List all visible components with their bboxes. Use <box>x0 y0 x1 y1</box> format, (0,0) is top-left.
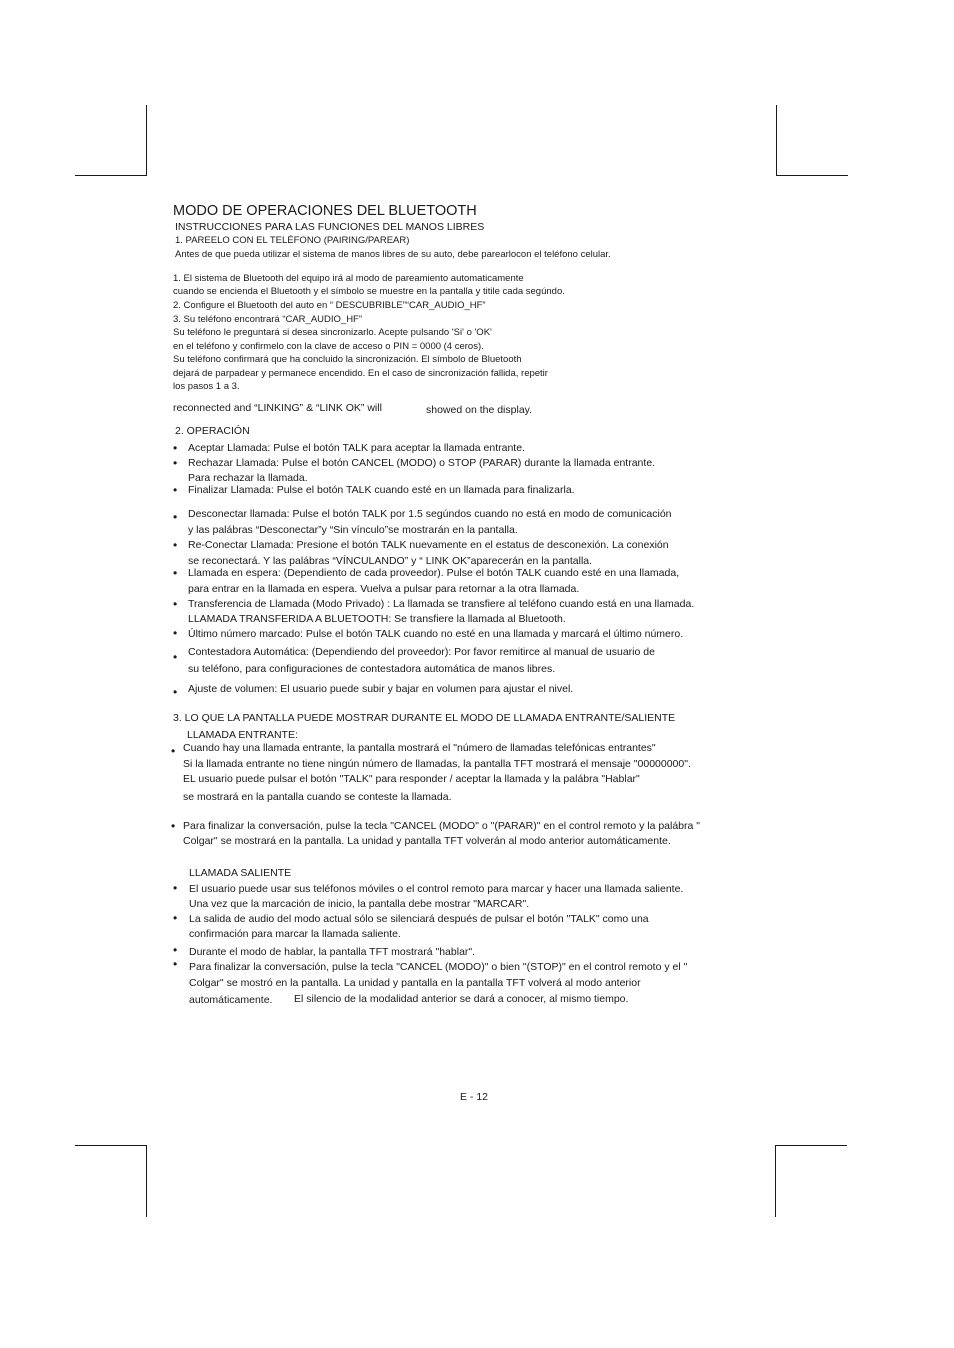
bullet-icon: • <box>173 626 178 640</box>
subtitle: INSTRUCCIONES PARA LAS FUNCIONES DEL MANOS LIBRES <box>175 221 485 233</box>
pairing-intro: Antes de que pueda utilizar el sistema de manos libres de su auto, debe parearlocon el teléfono celular. <box>175 249 611 260</box>
outgoing-line: La salida de audio del modo actual sólo se silenciará después de pulsar el botón "TALK" como una <box>189 913 649 925</box>
outgoing-line: confirmación para marcar la llamada saliente. <box>189 928 401 940</box>
incoming-heading: LLAMADA ENTRANTE: <box>187 729 298 741</box>
pairing-line: en el teléfono y confirmelo con la clave de acceso o PIN = 0000 (4 ceros). <box>173 341 484 352</box>
bullet-icon: • <box>173 538 178 552</box>
operation-line: Último número marcado: Pulse el botón TALK cuando no esté en una llamada y marcará el último número. <box>188 628 684 640</box>
crop-mark-bottom-right-vertical <box>775 1145 776 1217</box>
operation-line: Rechazar Llamada: Pulse el botón CANCEL (MODO) o STOP (PARAR) durante la llamada entrante. <box>188 457 656 469</box>
operation-line: Ajuste de volumen: El usuario puede subir y bajar en volumen para ajustar el nivel. <box>188 683 574 695</box>
crop-mark-top-right-horizontal <box>776 175 848 176</box>
operation-line: Contestadora Automática: (Dependiendo del proveedor): Por favor remitirce al manual de usuario de <box>188 646 655 658</box>
operation-line: y las palábras “Desconectar”y “Sin vínculo”se mostrarán en la pantalla. <box>188 524 518 536</box>
bullet-icon: • <box>171 819 176 833</box>
operation-line: Desconectar llamada: Pulse el botón TALK por 1.5 segúndos cuando no está en modo de comunicación <box>188 508 672 520</box>
pairing-line: Su teléfono confirmará que ha concluido la sincronización. El símbolo de Bluetooth <box>173 354 522 365</box>
pairing-line: dejará de parpadear y permanece encendido. En el caso de sincronización fallida, repetir <box>173 368 548 379</box>
crop-mark-top-right-vertical <box>776 105 777 176</box>
outgoing-line: Para finalizar la conversación, pulse la tecla "CANCEL (MODO)" o bien "(STOP)" en el control remoto y el " <box>189 961 688 973</box>
crop-mark-top-left-vertical <box>146 105 147 176</box>
incoming-line: EL usuario puede pulsar el botón "TALK" para responder / aceptar la llamada y la palábra "Hablar" <box>183 773 640 785</box>
outgoing-line: Colgar" se mostró en la pantalla. La unidad y pantalla en la pantalla TFT volverá al modo anterior <box>189 977 641 989</box>
crop-mark-bottom-left-horizontal <box>75 1145 147 1146</box>
incoming-line: Para finalizar la conversación, pulse la tecla "CANCEL (MODO" o "(PARAR)" en el control remoto y la palábra " <box>183 820 701 832</box>
bullet-icon: • <box>173 456 178 470</box>
crop-mark-top-left-horizontal <box>75 175 147 176</box>
page-number: E - 12 <box>460 1091 489 1103</box>
operation-heading: 2. OPERACIÓN <box>175 425 250 437</box>
pairing-heading: 1. PAREELO CON EL TELÉFONO (PAIRING/PAREAR) <box>175 235 410 246</box>
operation-line: se reconectará. Y las palábras “VÍNCULANDO” y “ LINK OK”aparecerán en la pantalla. <box>188 555 593 567</box>
operation-line: Llamada en espera: (Dependiento de cada proveedor). Pulse el botón TALK cuando esté en una llamada, <box>188 567 680 579</box>
pairing-line: 3. Su teléfono encontrará “CAR_AUDIO_HF” <box>173 314 363 325</box>
bullet-icon: • <box>173 510 178 524</box>
outgoing-line: automáticamente. <box>189 994 273 1006</box>
crop-mark-bottom-right-horizontal <box>775 1145 847 1146</box>
operation-line: su teléfono, para configuraciones de contestadora automática de manos libres. <box>188 663 556 675</box>
operation-line: Re-Conectar Llamada: Presione el botón TALK nuevamente en el estatus de desconexión. La conexión <box>188 539 669 551</box>
bullet-icon: • <box>171 744 176 758</box>
incoming-line: Cuando hay una llamada entrante, la pantalla mostrará el "número de llamadas telefónicas entrantes" <box>183 742 656 754</box>
bullet-icon: • <box>173 881 178 895</box>
operation-line: para entrar en la llamada en espera. Vuelva a pulsar para retornar a la otra llamada. <box>188 583 580 595</box>
operation-line: Transferencia de Llamada (Modo Privado) : La llamada se transfiere al teléfono cuando está en una llamada. <box>188 598 695 610</box>
bullet-icon: • <box>173 957 178 971</box>
bullet-icon: • <box>173 911 178 925</box>
incoming-line: Si la llamada entrante no tiene ningún número de llamadas, la pantalla TFT mostrará el mensaje "00000000". <box>183 758 691 770</box>
outgoing-line: El silencio de la modalidad anterior se dará a conocer, al mismo tiempo. <box>294 993 629 1005</box>
bullet-icon: • <box>173 943 178 957</box>
bullet-icon: • <box>173 483 178 497</box>
bullet-icon: • <box>173 685 178 699</box>
bullet-icon: • <box>173 650 178 664</box>
reconnect-text-b: showed on the display. <box>426 404 533 416</box>
operation-line: Para rechazar la llamada. <box>188 472 308 484</box>
pairing-line: Su teléfono le preguntará si desea sincronizarlo. Acepte pulsando 'Si' o 'OK' <box>173 327 492 338</box>
outgoing-line: Una vez que la marcación de inicio, la pantalla debe mostrar "MARCAR". <box>189 898 530 910</box>
display-heading: 3. LO QUE LA PANTALLA PUEDE MOSTRAR DURANTE EL MODO DE LLAMADA ENTRANTE/SALIENTE <box>173 712 676 724</box>
bullet-icon: • <box>173 597 178 611</box>
outgoing-line: Durante el modo de hablar, la pantalla TFT mostrará "hablar". <box>189 946 476 958</box>
operation-line: Aceptar Llamada: Pulse el botón TALK para aceptar la llamada entrante. <box>188 442 525 454</box>
operation-line: LLAMADA TRANSFERIDA A BLUETOOTH: Se transfiere la llamada al Bluetooth. <box>188 613 566 625</box>
bullet-icon: • <box>173 566 178 580</box>
reconnect-text-a: reconnected and “LINKING” & “LINK OK” will <box>173 402 382 414</box>
outgoing-heading: LLAMADA SALIENTE <box>189 867 292 879</box>
bullet-icon: • <box>173 441 178 455</box>
outgoing-line: El usuario puede usar sus teléfonos móviles o el control remoto para marcar y hacer una llamada saliente. <box>189 883 684 895</box>
pairing-line: 2. Configure el Bluetooth del auto en “ DESCUBRIBLE”“CAR_AUDIO_HF” <box>173 300 486 311</box>
pairing-line: cuando se encienda el Bluetooth y el símbolo se muestre en la pantalla y titile cada segúndo. <box>173 286 565 297</box>
incoming-line: se mostrará en la pantalla cuando se conteste la llamada. <box>183 791 452 803</box>
operation-line: Finalizar Llamada: Pulse el botón TALK cuando esté en un llamada para finalizarla. <box>188 484 575 496</box>
pairing-line: 1. El sistema de Bluetooth del equipo irá al modo de pareamiento automaticamente <box>173 273 524 284</box>
incoming-line: Colgar" se mostrará en la pantalla. La unidad y pantalla TFT volverán al modo anterior automáticamente. <box>183 835 671 847</box>
page-title: MODO DE OPERACIONES DEL BLUETOOTH <box>173 203 477 219</box>
crop-mark-bottom-left-vertical <box>146 1145 147 1217</box>
pairing-line: los pasos 1 a 3. <box>173 381 240 392</box>
